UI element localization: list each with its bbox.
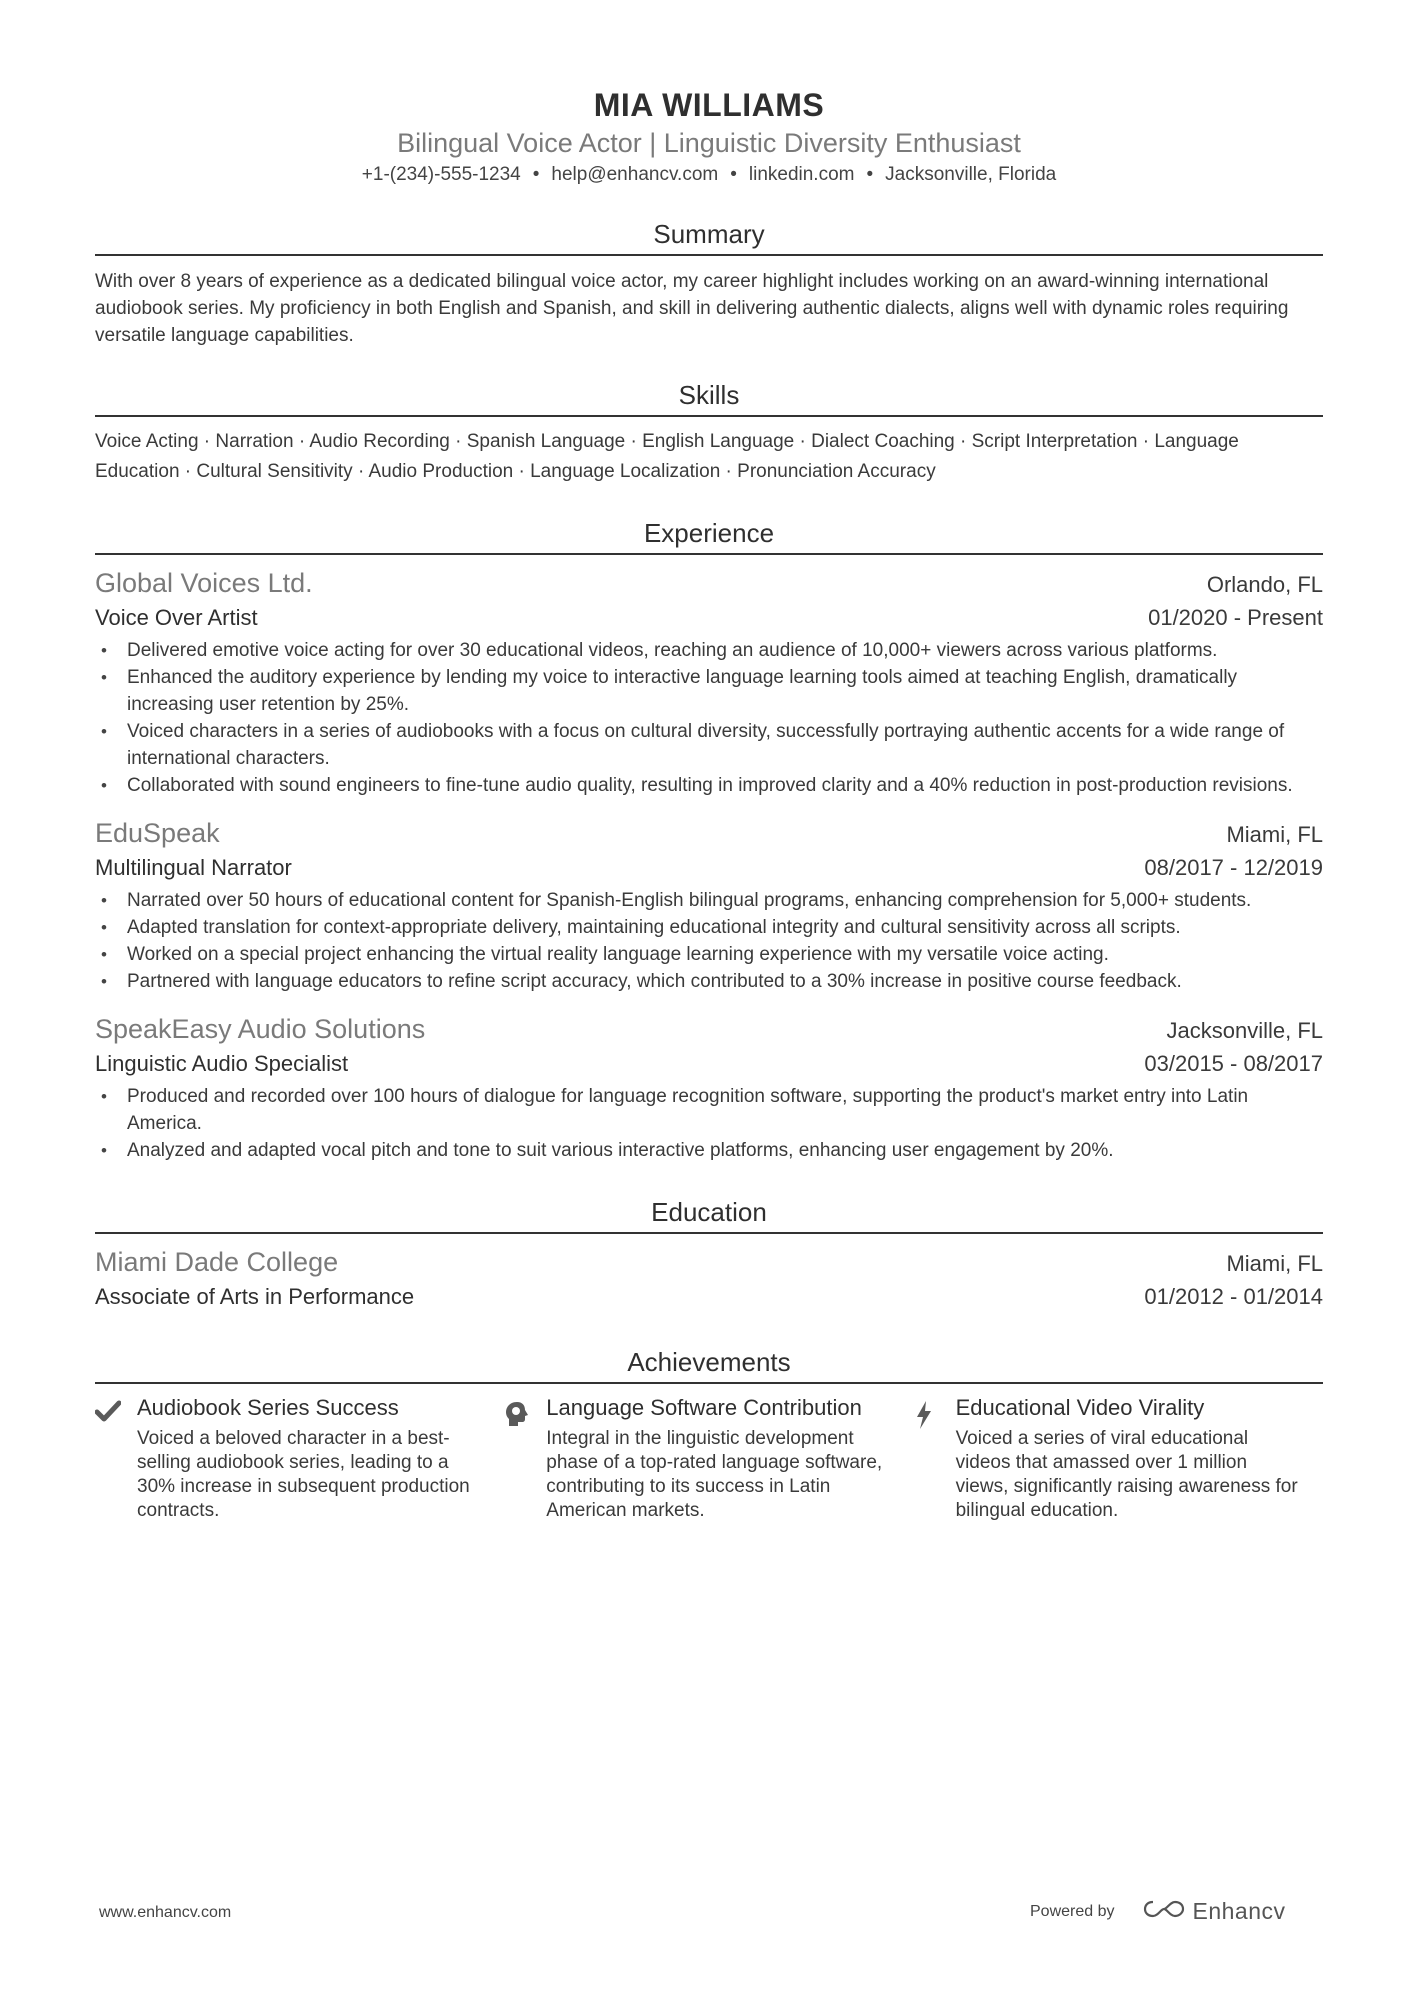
education-section [95,1196,1323,1314]
candidate-tagline: Bilingual Voice Actor | Linguistic Diversity Enthusiast [397,128,1021,158]
separator-dot: • [866,164,874,185]
company-name: SpeakEasy Audio Solutions [95,1014,426,1044]
achievement-title: Language Software Contribution [546,1395,862,1420]
email-link[interactable]: help@enhancv.com [551,164,719,185]
job-location: Orlando, FL [1206,572,1323,597]
resume-header [95,86,1323,188]
job-bullets [95,1083,1323,1164]
contact-line [95,162,1323,188]
resume-page [95,86,1323,1523]
skills-section [95,379,1323,487]
achievements-grid [95,1394,1323,1523]
list-item: • Partnered with language educators to refine script accuracy, which contributed to a 30% increase in positive course feedback. [95,968,1323,995]
achievement-item [914,1394,1323,1523]
achievements-section [95,1346,1323,1523]
experience-section [95,517,1323,1164]
job-entry [95,565,1323,799]
achievement-item [95,1394,504,1523]
separator-dot: • [532,164,540,185]
school-name: Miami Dade College [95,1247,339,1277]
phone: +1-(234)-555-1234 [361,164,521,185]
summary-text: With over 8 years of experience as a dedicated bilingual voice actor, my career highlight includes working on an award-winning international audiobook series. My proficiency in both English and Spanish, and skill in delivering authentic dialects, aligns well with dynamic roles requiring versatile language capabilities. [95,271,1289,346]
head-speech-icon [504,1394,546,1523]
job-dates: 08/2017 - 12/2019 [1144,855,1323,880]
section-title-achievements: Achievements [95,1346,1323,1384]
achievement-desc: Voiced a beloved character in a best-selling audiobook series, leading to a 30% increase in subsequent production contracts. [137,1428,470,1521]
job-role: Linguistic Audio Specialist [95,1051,349,1076]
section-title-experience: Experience [95,517,1323,555]
achievement-title: Educational Video Virality [955,1395,1205,1420]
degree: Associate of Arts in Performance [95,1284,415,1309]
location: Jacksonville, Florida [885,164,1057,185]
enhancv-logo-icon [1143,1898,1185,1925]
summary-section [95,218,1323,349]
powered-by-label: Powered by [1030,1902,1115,1920]
list-item: • Narrated over 50 hours of educational content for Spanish-English bilingual programs, enhancing comprehension for 5,000+ students. [95,887,1323,914]
job-dates: 03/2015 - 08/2017 [1144,1051,1323,1076]
lightning-icon [914,1394,956,1523]
section-title-summary: Summary [95,218,1323,256]
job-bullets [95,637,1323,799]
list-item: • Analyzed and adapted vocal pitch and tone to suit various interactive platforms, enhancing user engagement by 20%. [95,1137,1323,1164]
achievement-desc: Integral in the linguistic development phase of a top-rated language software, contributing to its success in Latin American markets. [546,1428,883,1521]
job-role: Multilingual Narrator [95,855,292,880]
list-item: • Voiced characters in a series of audiobooks with a focus on cultural diversity, successfully portraying authentic accents for a wide range of international characters. [95,718,1323,772]
job-entry [95,1011,1323,1164]
linkedin-link[interactable]: linkedin.com [748,164,855,185]
section-title-skills: Skills [95,379,1323,417]
candidate-name: MIA WILLIAMS [593,87,825,123]
job-dates: 01/2020 - Present [1148,605,1323,630]
achievement-desc: Voiced a series of viral educational videos that amassed over 1 million views, significantly raising awareness for bilingual education. [955,1428,1298,1521]
job-entry [95,815,1323,995]
list-item: • Worked on a special project enhancing the virtual reality language learning experience with my versatile voice acting. [95,941,1323,968]
checkmark-icon [95,1394,137,1523]
brand-name: Enhancv [1192,1898,1286,1924]
job-location: Jacksonville, FL [1166,1018,1323,1043]
footer-branding [1030,1898,1286,1925]
education-entry [95,1244,1323,1314]
school-location: Miami, FL [1226,1251,1323,1276]
separator-dot: • [730,164,737,185]
job-bullets [95,887,1323,995]
company-name: Global Voices Ltd. [95,568,313,598]
list-item: • Adapted translation for context-appropriate delivery, maintaining educational integrity and cultural sensitivity across all scripts. [95,914,1323,941]
achievement-item [504,1394,913,1523]
job-role: Voice Over Artist [95,605,258,630]
list-item: • Enhanced the auditory experience by lending my voice to interactive language learning tools aimed at teaching English, dramatically increasing user retention by 25%. [95,664,1323,718]
list-item: • Collaborated with sound engineers to fine-tune audio quality, resulting in improved clarity and a 40% reduction in post-production revisions. [95,772,1323,799]
achievement-title: Audiobook Series Success [137,1395,399,1420]
section-title-education: Education [95,1196,1323,1234]
skills-list: Voice Acting · Narration · Audio Recording · Spanish Language · English Language · Dialect Coaching · Script Interpretation · Language Education · Cultural Sensitivity · Audio Production · Language Localization · Pronunciation Accuracy [95,431,1239,482]
list-item: • Produced and recorded over 100 hours of dialogue for language recognition software, supporting the product's market entry into Latin America. [95,1083,1323,1137]
job-location: Miami, FL [1226,822,1323,847]
list-item: • Delivered emotive voice acting for over 30 educational videos, reaching an audience of 10,000+ viewers across various platforms. [95,637,1323,664]
education-dates: 01/2012 - 01/2014 [1144,1284,1323,1309]
footer-website[interactable]: www.enhancv.com [99,1904,232,1921]
company-name: EduSpeak [95,818,220,848]
